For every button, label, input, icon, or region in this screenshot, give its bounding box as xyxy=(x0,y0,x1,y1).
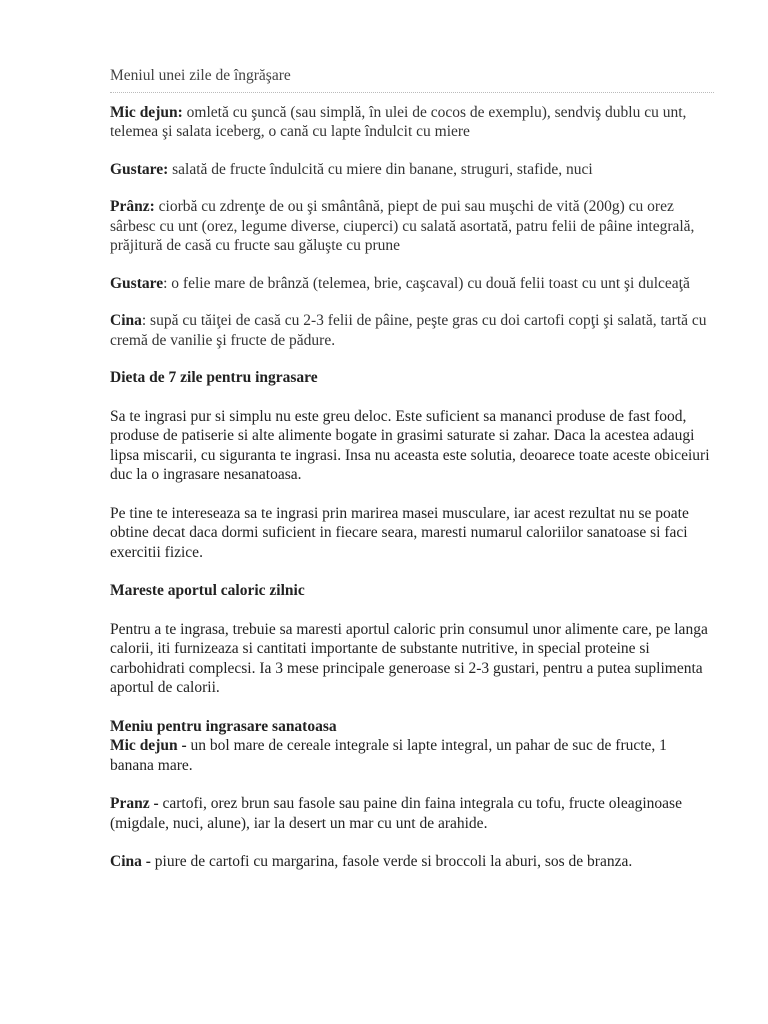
meal-label: Mic dejun: xyxy=(110,103,183,121)
menu-item-breakfast xyxy=(110,736,714,775)
meal-label: Cina - xyxy=(110,853,151,870)
meal-text: : supă cu tăiţei de casă cu 2-3 felii de pâine, peşte gras cu doi cartofi copţi şi salată, tartă cu cremă de vanilie şi fructe de pădure. xyxy=(110,312,707,349)
meal-text: cartofi, orez brun sau fasole sau paine din faina integrala cu tofu, fructe oleaginoase (migdale, nuci, alune), iar la desert un mar cu unt de arahide. xyxy=(110,795,682,832)
meal-label: Gustare xyxy=(110,274,164,292)
menu-item-dinner xyxy=(110,852,714,872)
intro-meal-dinner xyxy=(110,311,714,350)
meal-label: Mic dejun - xyxy=(110,737,187,754)
section-heading-calories: Mareste aportul caloric zilnic xyxy=(110,582,305,599)
paragraph: Pentru a te ingrasa, trebuie sa maresti aportul caloric prin consumul unor alimente care, pe langa calorii, iti furnizeaza si cantitati importante de substante nutritive, in special proteine si carbohidrati complecsi. Ia 3 mese principale generoase si 2-3 gustari, pentru a putea suplimenta aportul de calorii. xyxy=(110,620,708,696)
paragraph: Pe tine te intereseaza sa te ingrasi prin marirea masei musculare, iar acest rezultat nu se poate obtine decat daca dormi suficient in fiecare seara, maresti numarul caloriilor sanatoase si faci exercitii fizice. xyxy=(110,504,689,561)
menu-item-lunch xyxy=(110,794,714,833)
intro-meal-breakfast xyxy=(110,103,714,142)
meal-label: Gustare: xyxy=(110,160,169,178)
meal-text: omletă cu şuncă (sau simplă, în ulei de cocos de exemplu), sendviş dublu cu unt, telemea şi salata iceberg, o cană cu lapte îndulcit cu miere xyxy=(110,103,687,140)
document-page xyxy=(110,66,714,891)
meal-text: : o felie mare de brânză (telemea, brie, caşcaval) cu două felii toast cu unt şi dulceaţă xyxy=(163,274,690,292)
intro-meal-snack-2 xyxy=(110,274,714,294)
section-heading-menu: Meniu pentru ingrasare sanatoasa xyxy=(110,717,337,735)
meal-label: Prânz: xyxy=(110,198,155,215)
intro-meal-lunch xyxy=(110,197,714,256)
intro-meal-snack-1 xyxy=(110,160,714,180)
paragraph: Sa te ingrasi pur si simplu nu este greu deloc. Este suficient sa mananci produse de fast food, produse de patiserie si alte alimente bogate in grasimi saturate si zahar. Daca la acestea adaugi lipsa miscarii, cu siguranta te ingrasi. Insa nu aceasta este solutia, deoarece toate aceste obiceiuri duc la o ingrasare nesanatoasa. xyxy=(110,407,710,483)
intro-menu xyxy=(110,103,714,351)
section-heading-diet: Dieta de 7 zile pentru ingrasare xyxy=(110,369,318,386)
meal-text: salată de fructe îndulcită cu miere din banane, struguri, stafide, nuci xyxy=(168,160,593,178)
title-divider xyxy=(110,92,714,93)
meal-text: ciorbă cu zdrenţe de ou şi smântână, piept de pui sau muşchi de vită (200g) cu orez sârbesc cu unt (orez, legume diverse, ciuperci) cu salată asortată, patru felii de pâine integrală, prăjitură de casă cu fructe sau găluşte cu prune xyxy=(110,198,695,254)
main-article xyxy=(110,368,714,872)
document-title: Meniul unei zile de îngrăşare xyxy=(110,67,291,84)
meal-label: Cina xyxy=(110,312,142,329)
meal-text: un bol mare de cereale integrale si lapte integral, un pahar de suc de fructe, 1 banana mare. xyxy=(110,737,667,774)
meal-label: Pranz - xyxy=(110,795,159,812)
meal-text: piure de cartofi cu margarina, fasole verde si broccoli la aburi, sos de branza. xyxy=(150,853,633,870)
